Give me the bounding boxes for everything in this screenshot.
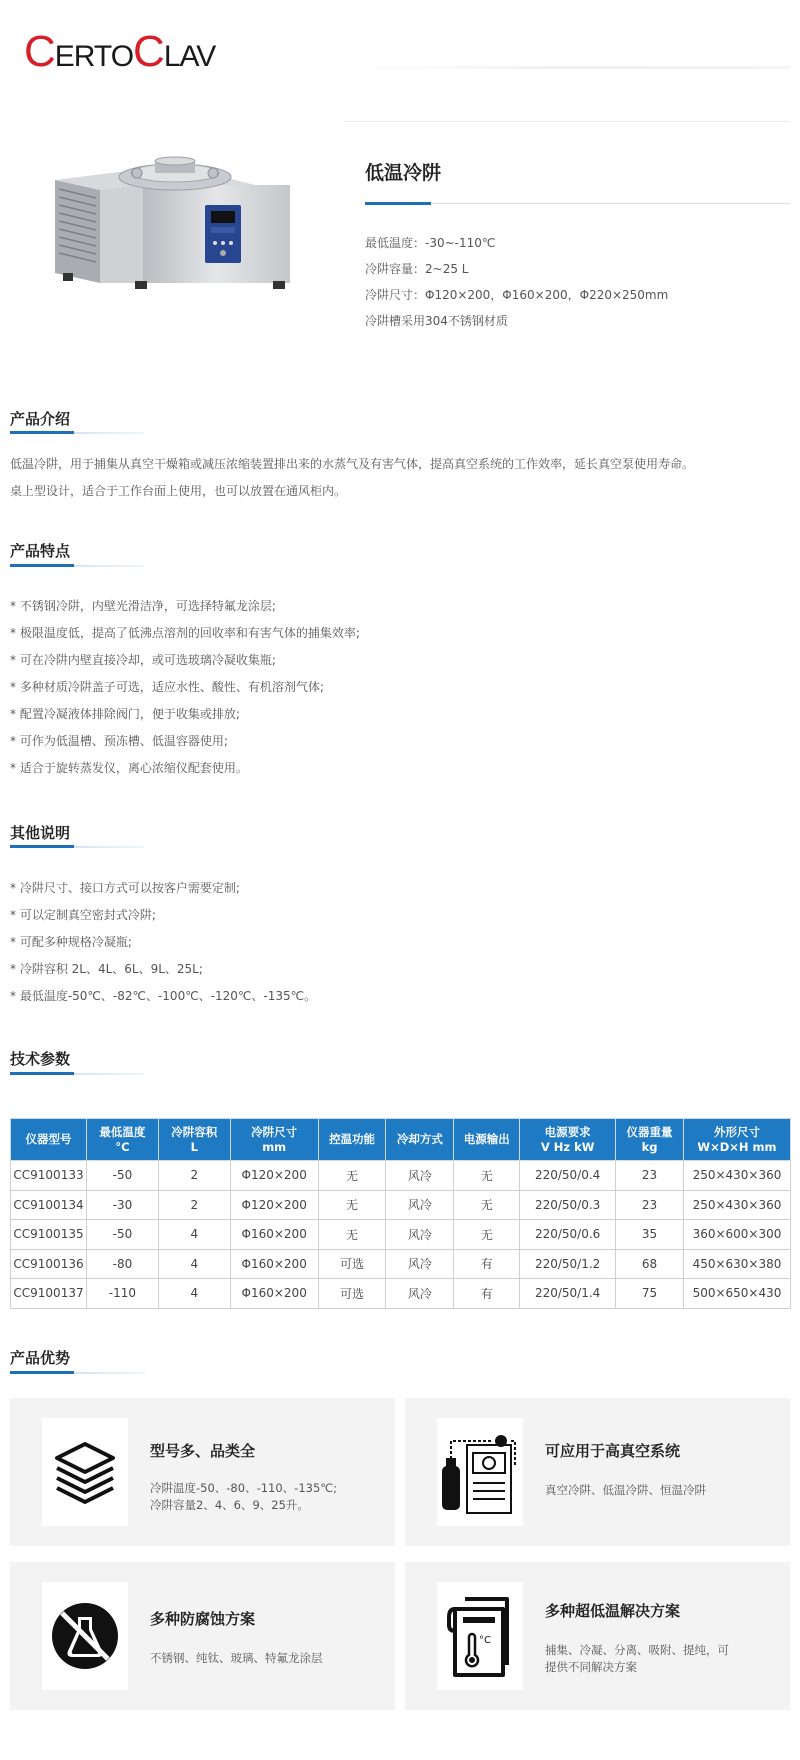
table-cell: 250×430×360 [683,1190,790,1220]
advantage-card [405,1562,790,1710]
table-cell: Φ160×200 [230,1220,318,1250]
note-item: * 冷阱尺寸、接口方式可以按客户需要定制; [10,881,240,895]
spec-line: 冷阱容量：2~25 L [365,262,469,276]
table-cell: 250×430×360 [683,1161,790,1191]
note-item: * 冷阱容积 2L、4L、6L、9L、25L; [10,962,203,976]
table-cell: 35 [616,1220,684,1250]
table-cell: 可选 [318,1249,386,1279]
table-cell: 风冷 [386,1279,454,1309]
table-cell: 2 [158,1190,230,1220]
table-row [11,1161,791,1191]
spec-line: 冷阱槽采用304不锈钢材质 [365,314,508,328]
logo-text-1: ERTO [54,40,134,73]
table-cell: 4 [158,1220,230,1250]
table-header: 外形尺寸 W×D×H mm [683,1119,790,1161]
section-underline [10,432,145,434]
table-cell: 无 [454,1161,520,1191]
features-list [10,596,360,785]
table-cell: -110 [86,1279,158,1309]
table-cell: Φ160×200 [230,1249,318,1279]
table-cell: 有 [454,1279,520,1309]
feature-item: * 配置冷凝液体排除阀门，便于收集或排放; [10,707,240,721]
table-header: 最低温度 °C [86,1119,158,1161]
table-header: 冷阱尺寸 mm [230,1119,318,1161]
feature-item: * 极限温度低，提高了低沸点溶剂的回收率和有害气体的捕集效率; [10,626,360,640]
table-cell: CC9100134 [11,1190,87,1220]
table-header: 控温功能 [318,1119,386,1161]
table-cell: 220/50/1.2 [520,1249,616,1279]
table-cell: 220/50/1.4 [520,1279,616,1309]
table-cell: 450×630×380 [683,1249,790,1279]
table-cell: 可选 [318,1279,386,1309]
product-specs [365,233,668,337]
section-underline [10,846,145,848]
low-temp-icon [437,1582,523,1690]
table-cell: -30 [86,1190,158,1220]
intro-text [10,454,694,508]
advantage-card [10,1398,395,1546]
note-item: * 可以定制真空密封式冷阱; [10,908,156,922]
feature-item: * 适合于旋转蒸发仪，离心浓缩仪配套使用。 [10,761,248,775]
section-title-advantages: 产品优势 [10,1349,71,1367]
feature-item: * 多种材质冷阱盖子可选，适应水性、酸性、有机溶剂气体; [10,680,324,694]
table-cell: 500×650×430 [683,1279,790,1309]
card-text: 不锈钢、纯钛、玻璃、特氟龙涂层 [150,1651,323,1665]
table-row [11,1220,791,1250]
table-cell: 23 [616,1161,684,1191]
section-title-intro: 产品介绍 [10,410,71,428]
intro-line: 桌上型设计，适合于工作台面上使用，也可以放置在通风柜内。 [10,484,347,498]
tech-params-table [10,1118,791,1309]
table-cell: 2 [158,1161,230,1191]
table-row [11,1190,791,1220]
logo-letter-2: C [133,27,164,76]
table-cell: CC9100137 [11,1279,87,1309]
table-cell: 无 [454,1220,520,1250]
spec-line: 冷阱尺寸：Φ120×200，Φ160×200，Φ220×250mm [365,288,669,302]
table-cell: Φ120×200 [230,1190,318,1220]
table-cell: 220/50/0.3 [520,1190,616,1220]
card-text: 捕集、冷凝、分离、吸附、提纯，可 提供不同解决方案 [545,1643,729,1674]
table-cell: 220/50/0.6 [520,1220,616,1250]
table-cell: 无 [454,1190,520,1220]
anti-corrosion-icon [42,1582,128,1690]
logo-letter-1: C [24,27,55,76]
table-cell: CC9100136 [11,1249,87,1279]
table-cell: 风冷 [386,1190,454,1220]
section-title-notes: 其他说明 [10,824,71,842]
card-title: 多种防腐蚀方案 [150,1610,256,1628]
table-cell: 68 [616,1249,684,1279]
product-image [55,155,290,305]
table-cell: CC9100133 [11,1161,87,1191]
spec-line: 最低温度：-30~-110℃ [365,236,496,250]
section-title-tech: 技术参数 [10,1050,71,1068]
table-header: 仪器型号 [11,1119,87,1161]
table-header: 电源输出 [454,1119,520,1161]
table-cell: 风冷 [386,1220,454,1250]
table-cell: -50 [86,1220,158,1250]
card-title: 多种超低温解决方案 [545,1602,681,1620]
table-cell: Φ160×200 [230,1279,318,1309]
table-header: 冷阱容积 L [158,1119,230,1161]
header-divider [345,66,790,69]
table-header: 仪器重量 kg [616,1119,684,1161]
table-row [11,1249,791,1279]
table-cell: 无 [318,1220,386,1250]
table-header: 冷却方式 [386,1119,454,1161]
card-title: 可应用于高真空系统 [545,1442,681,1460]
table-header-row [11,1119,791,1161]
note-item: * 最低温度-50℃、-82℃、-100℃、-120℃、-135℃。 [10,989,317,1003]
feature-item: * 可在冷阱内壁直接冷却，或可选玻璃冷凝收集瓶; [10,653,276,667]
section-underline [10,1372,145,1374]
table-header: 电源要求 V Hz kW [520,1119,616,1161]
table-cell: 无 [318,1161,386,1191]
table-cell: -80 [86,1249,158,1279]
table-cell: 23 [616,1190,684,1220]
table-cell: 360×600×300 [683,1220,790,1250]
section-underline [10,1073,145,1075]
card-title: 型号多、品类全 [150,1442,256,1460]
table-row [11,1279,791,1309]
advantage-card [405,1398,790,1546]
svg-text:°C: °C [479,1635,491,1646]
card-text: 真空冷阱、低温冷阱、恒温冷阱 [545,1483,706,1497]
table-cell: -50 [86,1161,158,1191]
layers-icon [42,1418,128,1526]
note-item: * 可配多种规格冷凝瓶; [10,935,132,949]
table-cell: 220/50/0.4 [520,1161,616,1191]
feature-item: * 可作为低温槽、预冻槽、低温容器使用; [10,734,228,748]
intro-line: 低温冷阱，用于捕集从真空干燥箱或减压浓缩装置排出来的水蒸气及有害气体，提高真空系统的工作效率，延长真空泵使用寿命。 [10,457,695,471]
section-title-features: 产品特点 [10,542,71,560]
table-cell: Φ120×200 [230,1161,318,1191]
advantage-card [10,1562,395,1710]
brand-logo[interactable] [24,27,216,76]
table-cell: 风冷 [386,1249,454,1279]
card-text: 冷阱温度-50、-80、-110、-135℃; 冷阱容量2、4、6、9、25升。 [150,1481,338,1512]
section-underline [10,565,145,567]
table-cell: 75 [616,1279,684,1309]
table-cell: 4 [158,1279,230,1309]
logo-text-2: LAV [163,40,216,73]
table-cell: 有 [454,1249,520,1279]
notes-list [10,878,316,1013]
table-cell: 4 [158,1249,230,1279]
table-cell: 风冷 [386,1161,454,1191]
product-title: 低温冷阱 [365,162,442,184]
feature-item: * 不锈钢冷阱，内壁光滑洁净，可选择特氟龙涂层; [10,599,276,613]
header-divider-thin [345,121,790,122]
title-underline [365,203,790,204]
table-cell: CC9100135 [11,1220,87,1250]
table-cell: 无 [318,1190,386,1220]
vacuum-system-icon [437,1418,523,1526]
